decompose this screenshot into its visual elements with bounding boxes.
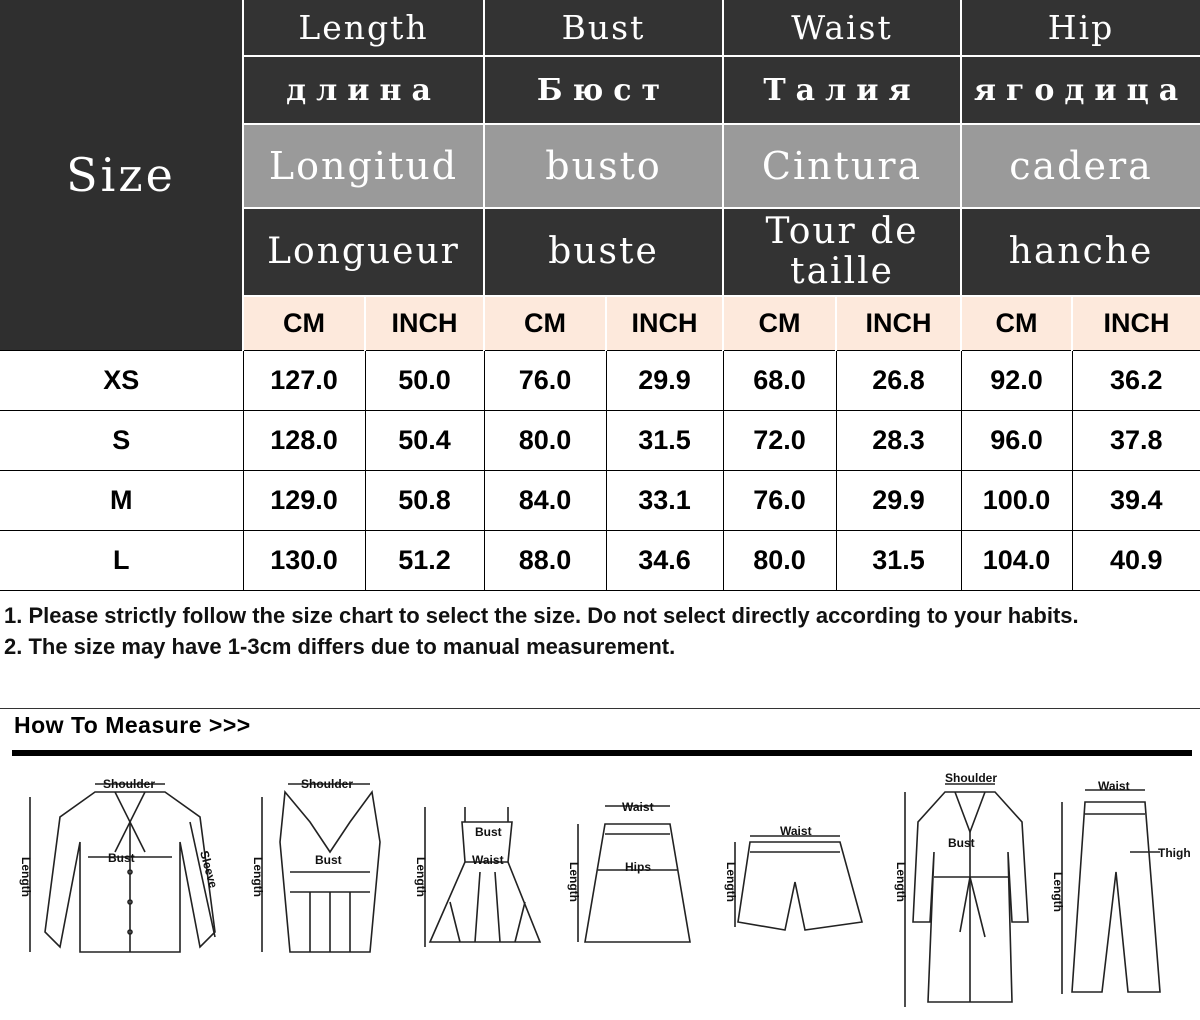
size-cell: S — [0, 410, 243, 470]
value-cell: 76.0 — [723, 470, 836, 530]
coat-length-label: Length — [894, 862, 908, 902]
measurement-diagrams — [0, 762, 1200, 1017]
dress-waist-label: Waist — [472, 853, 504, 867]
size-cell: M — [0, 470, 243, 530]
bust-header-fr: buste — [484, 208, 723, 296]
blouse-sleeve-label: Sleeve — [197, 849, 221, 890]
value-cell: 100.0 — [961, 470, 1072, 530]
trousers-thigh-label: Thigh — [1158, 846, 1191, 860]
value-cell: 50.0 — [365, 350, 484, 410]
value-cell: 104.0 — [961, 530, 1072, 590]
note-2: 2. The size may have 1-3cm differs due to manual measurement. — [4, 634, 676, 659]
value-cell: 34.6 — [606, 530, 723, 590]
tank-bust-label: Bust — [315, 853, 342, 867]
value-cell: 28.3 — [836, 410, 961, 470]
note-1: 1. Please strictly follow the size chart to select the size. Do not select directly according to your habits. — [4, 603, 1079, 628]
value-cell: 31.5 — [606, 410, 723, 470]
unit-header: INCH — [365, 296, 484, 350]
value-cell: 31.5 — [836, 530, 961, 590]
unit-header: CM — [484, 296, 606, 350]
coat-illustration — [894, 771, 1028, 1007]
table-row — [0, 350, 1200, 410]
unit-header: CM — [961, 296, 1072, 350]
blouse-shoulder-label: Shoulder — [103, 777, 156, 791]
value-cell: 92.0 — [961, 350, 1072, 410]
value-cell: 29.9 — [836, 470, 961, 530]
unit-header: CM — [243, 296, 365, 350]
value-cell: 88.0 — [484, 530, 606, 590]
skirt-waist-label: Waist — [622, 800, 654, 814]
unit-header: INCH — [836, 296, 961, 350]
value-cell: 51.2 — [365, 530, 484, 590]
bust-header-en: Bust — [484, 0, 723, 56]
waist-header-es: Cintura — [723, 124, 961, 208]
length-header-en: Length — [243, 0, 484, 56]
value-cell: 72.0 — [723, 410, 836, 470]
value-cell: 129.0 — [243, 470, 365, 530]
value-cell: 50.4 — [365, 410, 484, 470]
value-cell: 96.0 — [961, 410, 1072, 470]
hip-header-es: cadera — [961, 124, 1200, 208]
hip-header-en: Hip — [961, 0, 1200, 56]
value-cell: 80.0 — [723, 530, 836, 590]
dress-length-label: Length — [414, 857, 428, 897]
value-cell: 127.0 — [243, 350, 365, 410]
dress-bust-label: Bust — [475, 825, 502, 839]
tank-illustration — [251, 777, 380, 952]
trousers-illustration — [1051, 779, 1191, 994]
hip-header-ru: ягодица — [961, 56, 1200, 124]
coat-shoulder-label: Shoulder — [945, 771, 998, 785]
tank-length-label: Length — [251, 857, 265, 897]
bust-header-ru: Бюст — [484, 56, 723, 124]
waist-header-fr-line2: taille — [790, 251, 894, 292]
length-header-es: Longitud — [243, 124, 484, 208]
value-cell: 80.0 — [484, 410, 606, 470]
value-cell: 76.0 — [484, 350, 606, 410]
unit-header: CM — [723, 296, 836, 350]
dress-illustration — [414, 807, 540, 947]
value-cell: 68.0 — [723, 350, 836, 410]
waist-header-fr-line1: Tour de — [765, 211, 919, 252]
value-cell: 40.9 — [1072, 530, 1200, 590]
value-cell: 39.4 — [1072, 470, 1200, 530]
value-cell: 29.9 — [606, 350, 723, 410]
size-notes — [4, 600, 1194, 662]
unit-header: INCH — [1072, 296, 1200, 350]
bust-header-es: busto — [484, 124, 723, 208]
how-to-measure-rule — [12, 750, 1192, 756]
value-cell: 36.2 — [1072, 350, 1200, 410]
value-cell: 128.0 — [243, 410, 365, 470]
trousers-length-label: Length — [1051, 872, 1065, 912]
section-divider — [0, 708, 1200, 709]
trousers-waist-label: Waist — [1098, 779, 1130, 793]
waist-header-en: Waist — [723, 0, 961, 56]
table-row — [0, 530, 1200, 590]
waist-header-ru: Талия — [723, 56, 961, 124]
how-to-measure-title: How To Measure >>> — [14, 712, 251, 738]
skirt-hips-label: Hips — [625, 860, 652, 874]
waist-header-fr — [723, 208, 961, 296]
coat-bust-label: Bust — [948, 836, 975, 850]
shorts-waist-label: Waist — [780, 824, 812, 838]
skirt-illustration — [567, 800, 690, 942]
value-cell: 33.1 — [606, 470, 723, 530]
value-cell: 84.0 — [484, 470, 606, 530]
shorts-length-label: Length — [724, 862, 738, 902]
blouse-illustration — [19, 777, 221, 952]
value-cell: 37.8 — [1072, 410, 1200, 470]
unit-header: INCH — [606, 296, 723, 350]
size-cell: XS — [0, 350, 243, 410]
shorts-illustration — [724, 824, 862, 930]
blouse-bust-label: Bust — [108, 851, 135, 865]
value-cell: 50.8 — [365, 470, 484, 530]
size-header-cell: Size — [0, 0, 243, 350]
skirt-length-label: Length — [567, 862, 581, 902]
hip-header-fr: hanche — [961, 208, 1200, 296]
value-cell: 130.0 — [243, 530, 365, 590]
length-header-fr: Longueur — [243, 208, 484, 296]
length-header-ru: длина — [243, 56, 484, 124]
value-cell: 26.8 — [836, 350, 961, 410]
blouse-length-label: Length — [19, 857, 33, 897]
table-row — [0, 410, 1200, 470]
size-cell: L — [0, 530, 243, 590]
tank-shoulder-label: Shoulder — [301, 777, 354, 791]
table-row — [0, 470, 1200, 530]
